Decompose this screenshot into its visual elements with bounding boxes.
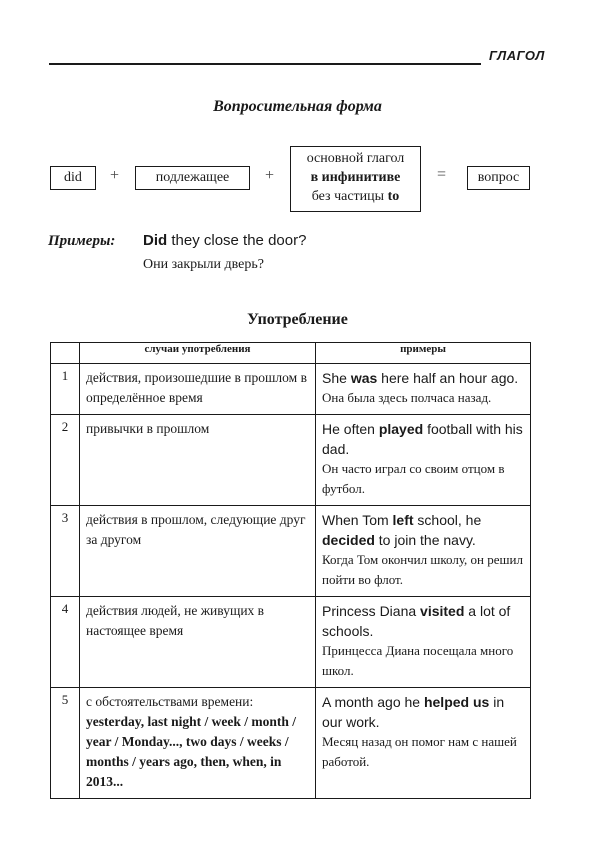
row-example-english [322,601,524,641]
usage-table-header [51,343,531,364]
table-row [51,415,531,506]
row-example-text: to join the navy. [374,532,476,548]
formula-subject-box: подлежащее [135,166,250,190]
row-example-text: A month ago he [322,694,424,710]
formula-equals: = [437,166,447,183]
table-row [51,688,531,799]
row-number: 4 [51,597,80,688]
example-did: Did [143,232,168,249]
row-example-text: He often [322,421,379,437]
row-case [80,688,316,799]
row-examples [316,597,531,688]
row-example-russian: Он часто играл со своим отцом в футбол. [322,461,505,496]
row-case: действия, произошедшие в прошлом в определённое время [80,364,316,415]
chapter-label: ГЛАГОЛ [489,48,545,63]
row-example-english [322,692,524,732]
row-example-english [322,368,524,388]
row-example-english [322,419,524,459]
row-examples [316,506,531,597]
row-example-text: in our work. [322,694,505,730]
row-example-english [322,510,524,550]
row-example-verb: left [392,512,414,528]
examples-label: Примеры: [48,233,116,249]
example-english [143,232,306,249]
table-row [51,364,531,415]
row-example-text: school, he [413,512,482,528]
row-case-time-expressions: yesterday, last night / week / month / year / Monday..., two days / weeks / months / years ago, then, when, in 2013... [86,714,297,789]
table-row [51,506,531,597]
usage-table-body [51,364,531,799]
row-example-verb: visited [420,603,465,619]
formula-main-verb-box [290,146,421,212]
row-number: 5 [51,688,80,799]
formula-question-box: вопрос [467,166,530,190]
row-example-verb: played [378,421,424,437]
header-number [51,343,80,364]
row-case-prefix: с обстоятельствами времени: [86,694,254,709]
row-example-verb: was [350,370,378,386]
row-case: привычки в прошлом [80,415,316,506]
formula-did-box: did [50,166,96,190]
table-row [51,597,531,688]
example-english-rest: they close the door? [167,232,307,249]
row-example-verb: helped us [423,694,490,710]
usage-table [50,342,531,799]
main-verb-line-3-to: to [387,189,400,204]
row-example-russian: Когда Том окончил школу, он решил пойти во флот. [322,552,523,587]
formula-plus-2: + [265,167,275,184]
row-examples [316,415,531,506]
row-number: 1 [51,364,80,415]
row-example-russian: Месяц назад он помог нам с нашей работой. [322,734,517,769]
row-example-text: a lot of schools. [322,603,511,639]
formula-plus-1: + [110,167,120,184]
main-verb-line-2: в инфинитиве [310,170,401,185]
row-examples [316,688,531,799]
row-examples [316,364,531,415]
row-example-text: She [322,370,351,386]
row-example-text: football with his dad. [322,421,523,457]
header-case: случаи употребления [80,343,316,364]
header-rule [49,63,481,65]
main-verb-line-3-prefix: без частицы [311,189,388,204]
main-verb-line-1: основной глагол [306,151,405,166]
row-case: действия людей, не живущих в настоящее время [80,597,316,688]
example-russian: Они закрыли дверь? [143,257,264,272]
row-example-text: Princess Diana [322,603,421,619]
row-case: действия в прошлом, следующие друг за другом [80,506,316,597]
row-example-verb: decided [322,532,375,548]
row-number: 2 [51,415,80,506]
row-example-russian: Она была здесь полчаса назад. [322,390,492,405]
row-example-russian: Принцесса Диана посещала много школ. [322,643,514,678]
main-verb-line-3 [291,187,420,206]
row-example-text: When Tom [322,512,393,528]
section-title-usage: Употребление [247,311,348,328]
section-title-interrogative: Вопросительная форма [213,98,382,115]
header-examples: примеры [316,343,531,364]
row-number: 3 [51,506,80,597]
row-example-text: here half an hour ago. [377,370,519,386]
